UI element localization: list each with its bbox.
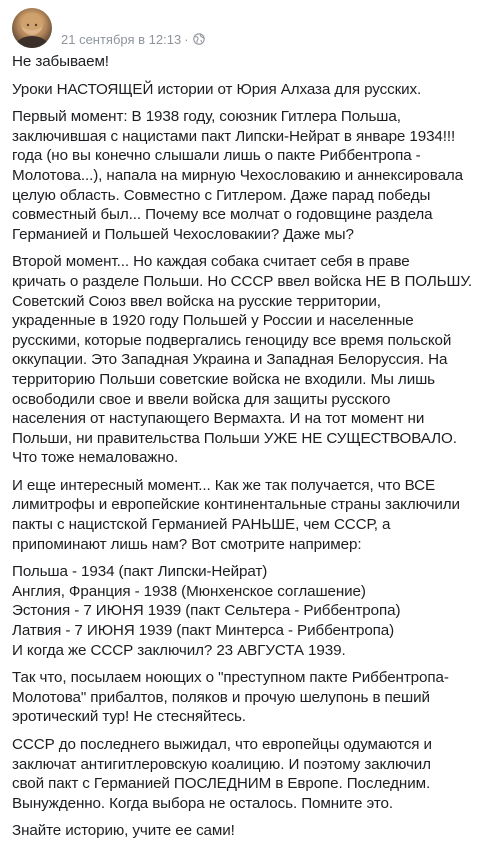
paragraph-line: Молотова...), напала на мирную Чехословакию и аннексировала [12, 166, 464, 184]
paragraph-line: пакты с нацистской Германией РАНЬШЕ, чем СССР, а [12, 516, 391, 534]
paragraph-line: припоминают лишь нам? Вот смотрите например: [12, 535, 362, 553]
paragraph-line: Знайте историю, учите ее сами! [12, 822, 235, 840]
paragraph-line: оккупации. Это Западная Украина и Западная Белоруссия. На [12, 351, 448, 369]
paragraph-line: заключившая с нацистами пакт Липски-Нейрат в январе 1934!!! [12, 127, 456, 145]
paragraph-line: освободили свое и ввели войска для защиты русского [12, 390, 391, 408]
post-text [12, 52, 484, 849]
post-timestamp[interactable]: 21 сентября в 12:13 [61, 31, 182, 47]
paragraph-line: И еще интересный момент... Как же так получается, что ВСЕ [12, 476, 436, 494]
paragraph-line: лимитрофы и европейские континентальные страны заключили [12, 496, 460, 514]
paragraph-line: И когда же СССР заключил? 23 АВГУСТА 1939. [12, 641, 346, 659]
post-paragraph [12, 80, 484, 100]
paragraph-line: Германией и Польшей Чехословакии? Даже мы? [12, 225, 354, 243]
paragraph-line: Молотова" прибалтов, поляков и прочую шелупонь в пеший [12, 688, 430, 706]
post-paragraph [12, 562, 484, 660]
paragraph-line: украденные в 1920 году Польшей у России и населенные [12, 312, 414, 330]
paragraph-line: Уроки НАСТОЯЩЕЙ истории от Юрия Алхаза для русских. [12, 80, 422, 98]
post-paragraph [12, 107, 484, 244]
post-paragraph [12, 476, 484, 554]
avatar[interactable] [12, 8, 52, 48]
avatar-photo [12, 8, 52, 48]
post-paragraph [12, 668, 484, 727]
paragraph-line: эротический тур! Не стесняйтесь. [12, 708, 246, 726]
paragraph-line: Эстония - 7 ИЮНЯ 1939 (пакт Сельтера - Риббентропа) [12, 602, 401, 620]
paragraph-line: Польши, ни правительства Польши УЖЕ НЕ СУЩЕСТВОВАЛО. [12, 429, 457, 447]
post-paragraph [12, 821, 484, 841]
paragraph-line: Второй момент... Но каждая собака считает себя в праве [12, 253, 410, 271]
paragraph-line: Не забываем! [12, 53, 109, 70]
paragraph-line: года (но вы конечно слышали лишь о пакте Риббентропа - [12, 147, 421, 165]
globe-icon[interactable] [193, 33, 205, 45]
paragraph-line: территорию Польши советские войска не входили. Мы лишь [12, 370, 435, 388]
paragraph-line: кричать о разделе Польши. Но СССР ввел войска НЕ В ПОЛЬШУ. [12, 272, 473, 290]
paragraph-line: СССР до последнего выжидал, что европейцы одумаются и [12, 736, 432, 753]
paragraph-line: Что тоже немаловажно. [12, 449, 179, 467]
meta-separator: · [184, 31, 189, 47]
post-paragraph [12, 52, 484, 72]
paragraph-line: свой пакт с Германией ПОСЛЕДНИМ в Европе. Последним. [12, 775, 431, 793]
paragraph-line: Латвия - 7 ИЮНЯ 1939 (пакт Минтерса - Риббентропа) [12, 622, 395, 640]
paragraph-line: Первый момент: В 1938 году, союзник Гитлера Польша, [12, 108, 401, 126]
post-paragraph [12, 252, 484, 468]
post-header [12, 8, 482, 50]
post-meta [61, 30, 205, 48]
paragraph-line: Советский Союз ввел войска на русские территории, [12, 292, 381, 310]
paragraph-line: Англия, Франция - 1938 (Мюнхенское соглашение) [12, 582, 366, 600]
paragraph-line: Вынужденно. Когда выбора не осталось. Помните это. [12, 794, 393, 812]
paragraph-line: населения от наступающего Вермахта. И на тот момент ни [12, 410, 425, 428]
paragraph-line: русскими, которые подвергались геноциду все время польской [12, 331, 452, 349]
paragraph-line: Так что, посылаем ноющих о "преступном пакте Риббентропа- [12, 669, 449, 687]
paragraph-line: совместный был... Почему все молчат о годовщине раздела [12, 206, 433, 224]
paragraph-line: Польша - 1934 (пакт Липски-Нейрат) [12, 563, 268, 581]
post-paragraph [12, 735, 484, 813]
paragraph-line: заключат антигитлеровскую коалицию. И поэтому заключил [12, 755, 431, 773]
paragraph-line: целую область. Совместно с Гитлером. Даже парад победы [12, 186, 431, 204]
